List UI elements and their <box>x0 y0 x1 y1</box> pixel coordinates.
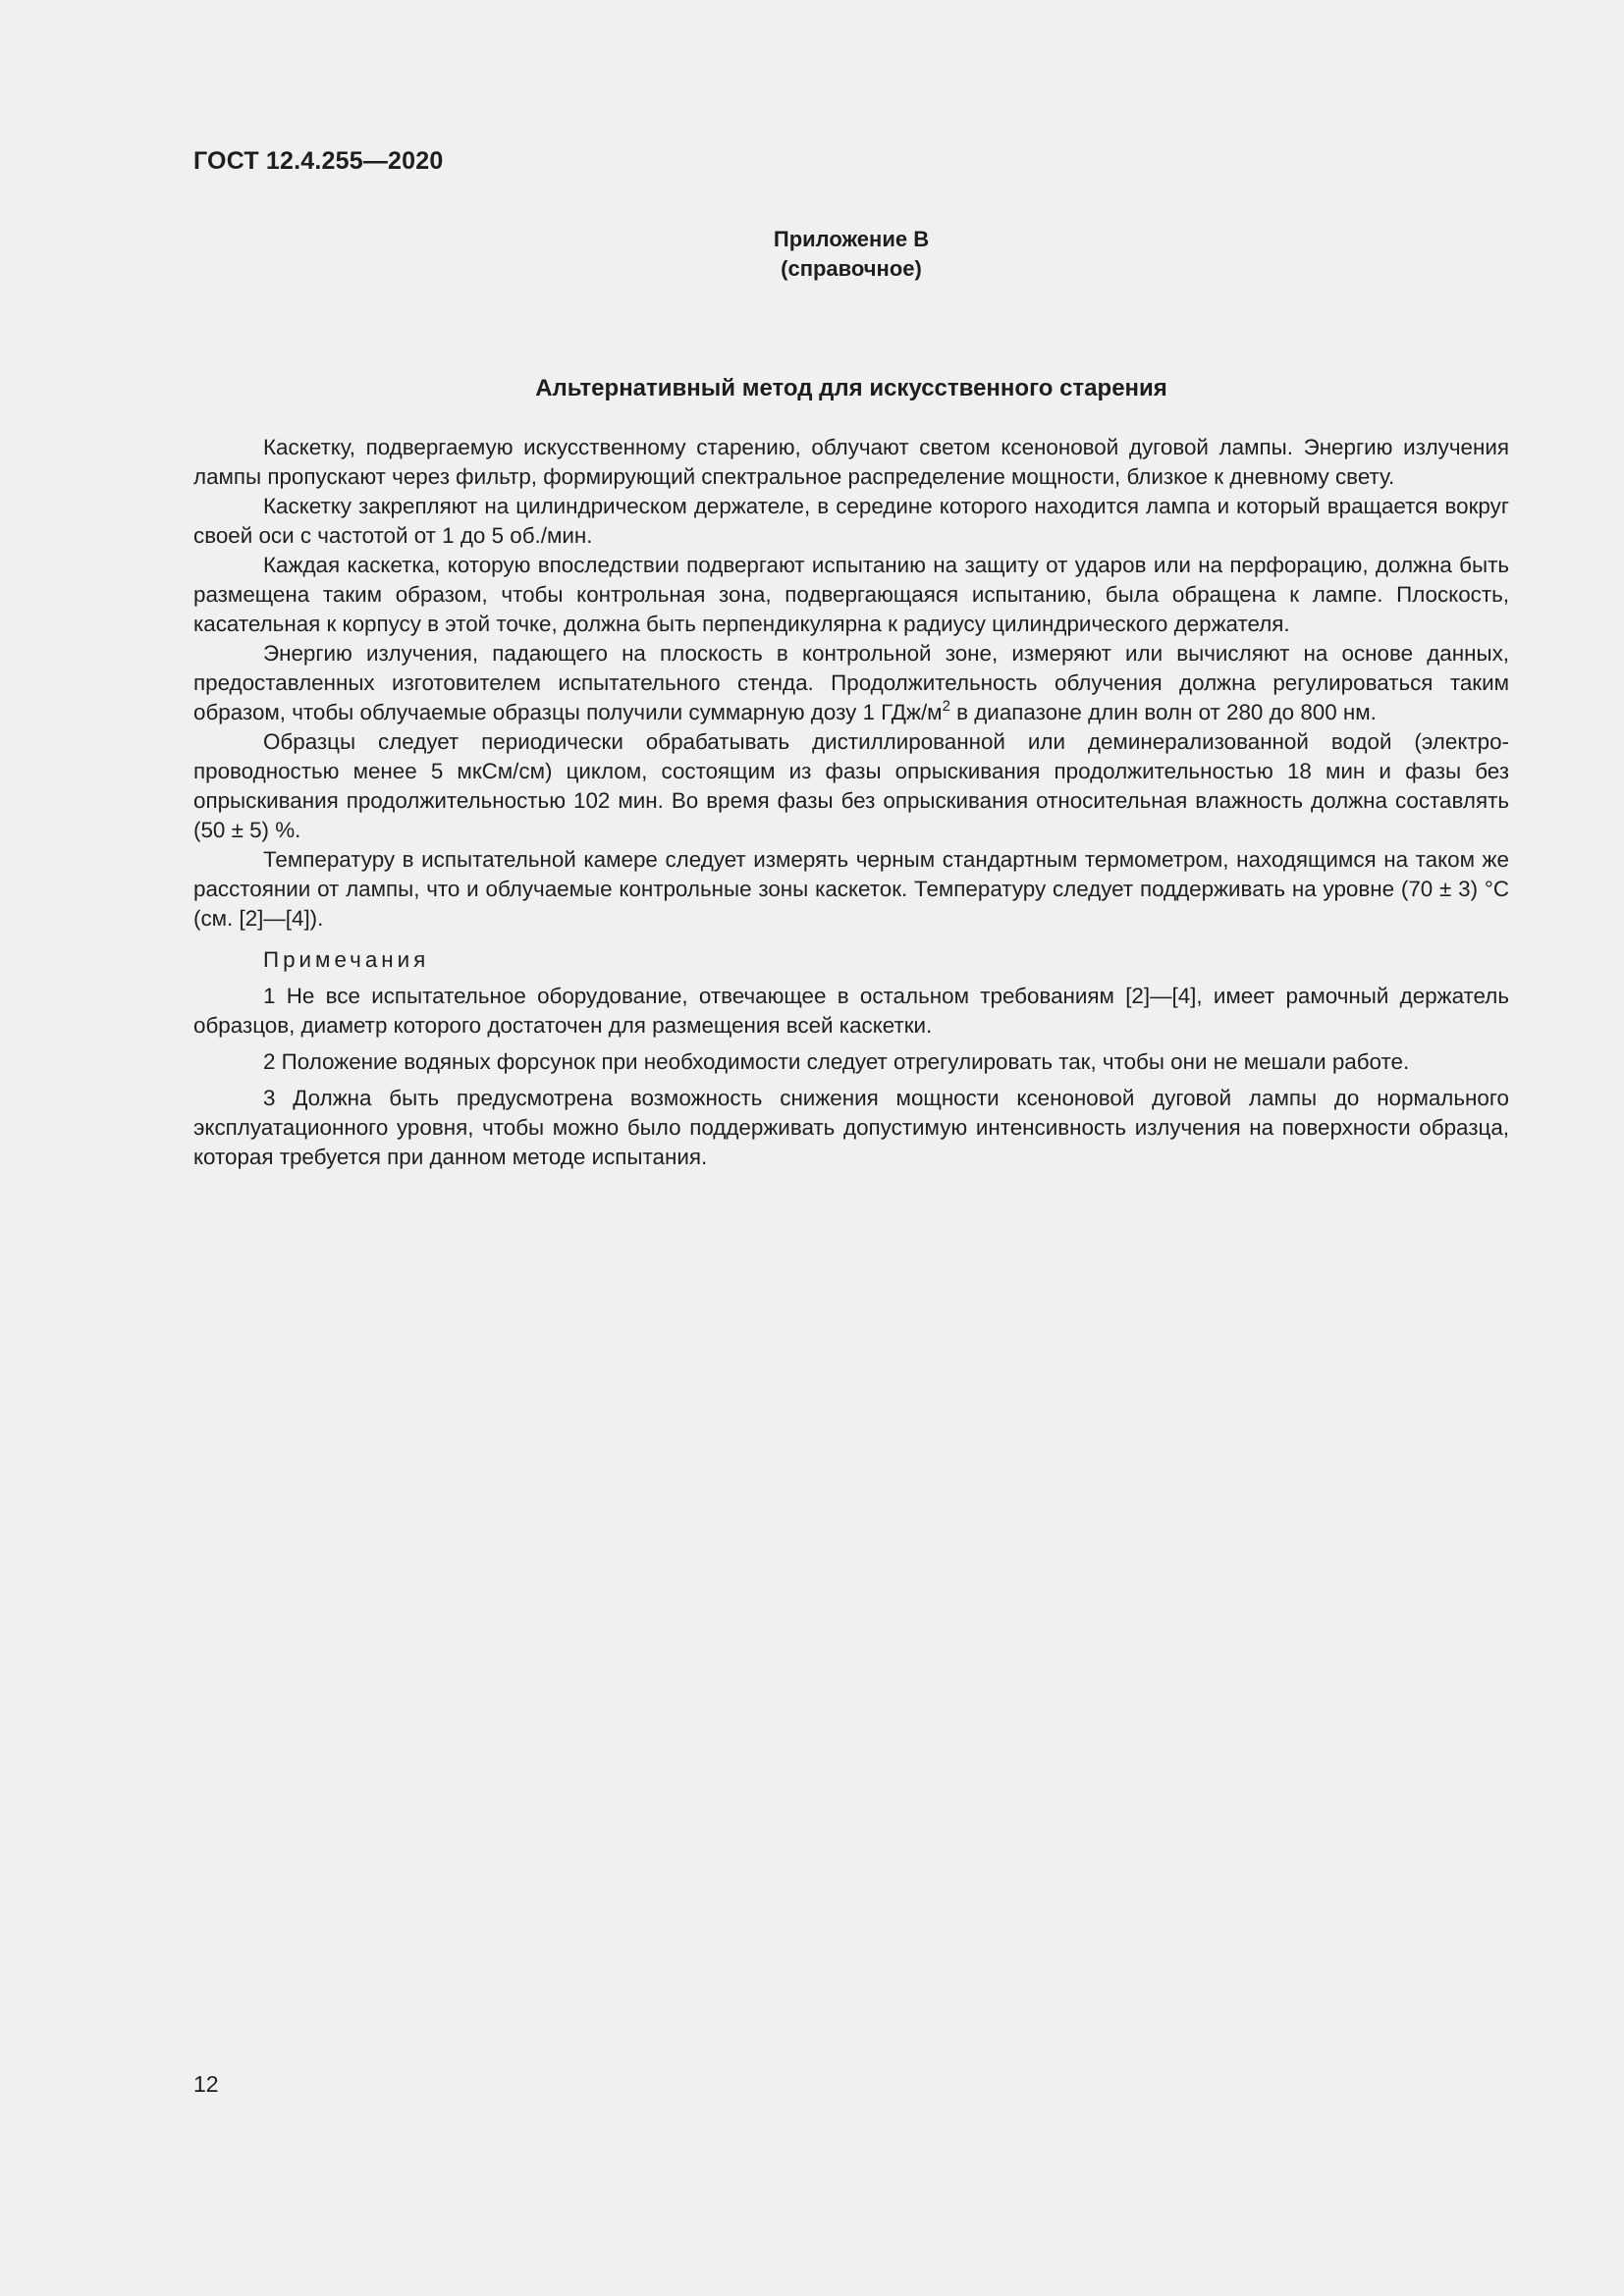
paragraph: Каждая каскетка, которую впоследствии подвергают испытанию на защиту от ударов или на перфорацию, должна быть размещена таким образом, чтобы контрольная зона, подвергающаяся испытанию, была обращена к лампе. Плоскость, касательная к корпусу в этой точке, должна быть перпендикулярна к радиусу цилиндрического держателя. <box>193 553 1509 636</box>
annex-type: (справочное) <box>781 256 922 281</box>
document-code: ГОСТ 12.4.255—2020 <box>193 147 444 175</box>
note-item: 2 Положение водяных форсунок при необходимости следует отрегулировать так, чтобы они не мешали работе. <box>263 1049 1410 1074</box>
paragraph: Каскетку, подвергаемую искусственному старению, облучают светом ксеноновой дуговой лампы. Энергию излучения лампы пропускают через фильтр, формирующий спектральное распределение мощности, близкое к дневному свету. <box>193 435 1509 489</box>
paragraph: Образцы следует периодически обрабатывать дистиллированной или деминерализованной водой (электропроводностью менее 5 мкСм/см) циклом, состоящим из фазы опрыскивания продолжительностью 18 мин и фазы без опрыскивания продолжительностью 102 мин. Во время фазы без опрыскивания относительная влажность должна составлять (50 ± 5) %. <box>193 729 1509 842</box>
annex-label: Приложение В <box>773 227 930 251</box>
note-item: 3 Должна быть предусмотрена возможность снижения мощности ксеноновой дуговой лампы до нормального эксплуатационного уровня, чтобы можно было поддерживать допустимую интенсивность излучения на поверхности образца, которая требуется при данном методе испытания. <box>193 1086 1509 1169</box>
superscript: 2 <box>942 698 950 715</box>
paragraph: Температуру в испытательной камере следует измерять черным стандартным термометром, находящимся на таком же расстоянии от лампы, что и облучаемые контрольные зоны каскеток. Температуру следует поддерживать на уровне (70 ± 3) °C (см. [2]—[4]). <box>193 847 1509 931</box>
dose-text-before: Энергию излучения, падающего на плоскость в контрольной зоне, измеряют или вычисляют на основе данных, предоставленных изготовителем испытательного стенда. Продолжительность облучения должна регулироваться таким образом, чтобы облучаемые образцы получили суммарную дозу 1 ГДж/м <box>193 641 1509 724</box>
paragraph: Каскетку закрепляют на цилиндрическом держателе, в середине которого находится лампа и который вращается вокруг своей оси с частотой от 1 до 5 об./мин. <box>193 494 1509 548</box>
paragraph-dose <box>193 639 1509 727</box>
note-item: 1 Не все испытательное оборудование, отвечающее в остальном требованиям [2]—[4], имеет рамочный держатель образцов, диаметр которого достаточен для размещения всей каскетки. <box>193 984 1509 1038</box>
dose-text-after: в диапазоне длин волн от 280 до 800 нм. <box>949 700 1377 724</box>
notes-heading: Примечания <box>263 947 430 972</box>
body-text <box>193 433 1509 1172</box>
annex-heading <box>193 225 1509 284</box>
annex-title: Альтернативный метод для искусственного старения <box>535 375 1167 401</box>
page-number: 12 <box>193 2071 219 2097</box>
